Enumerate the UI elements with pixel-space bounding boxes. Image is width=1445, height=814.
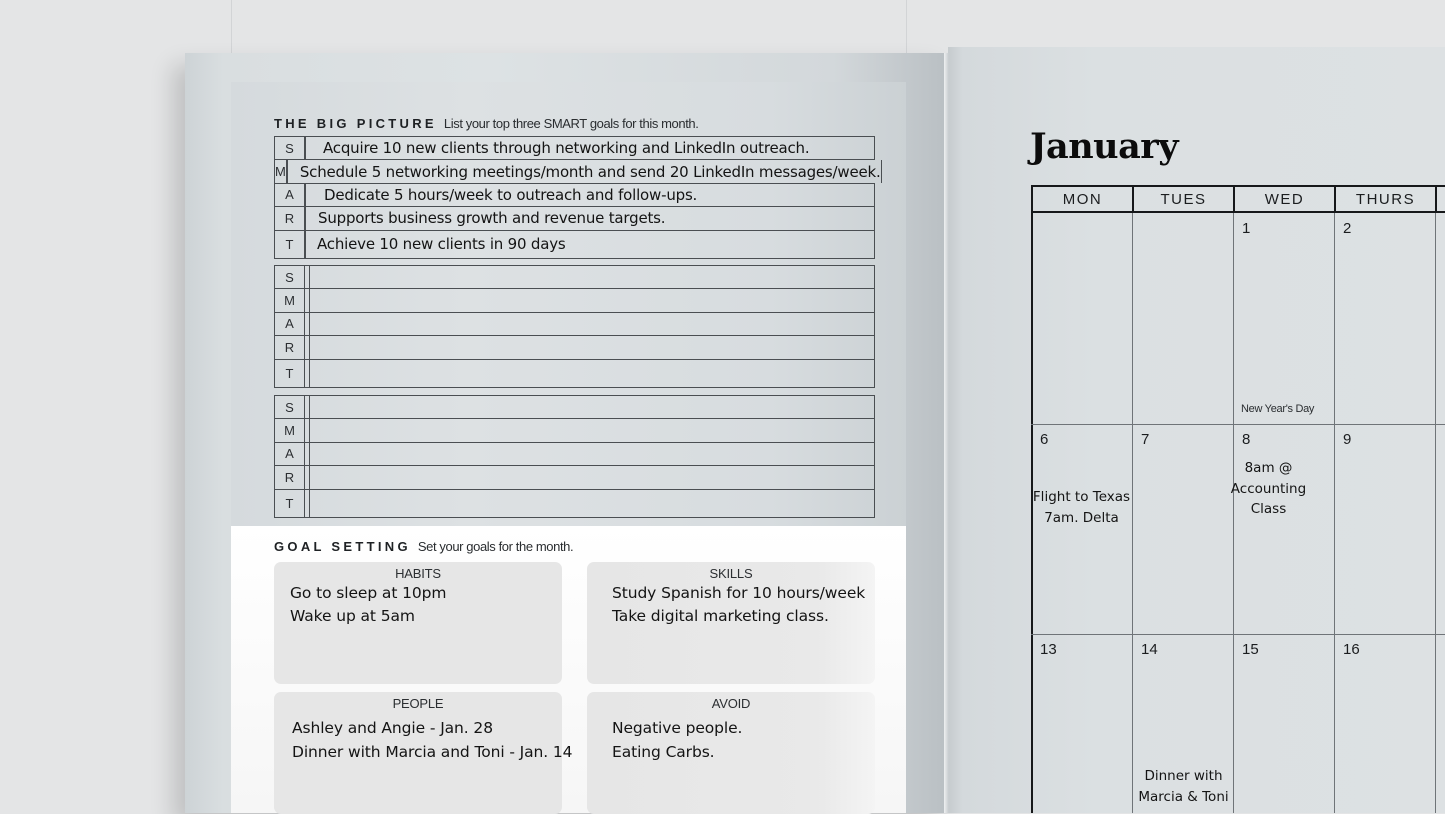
smart-entry-field[interactable] (305, 231, 875, 258)
smart-row (274, 159, 881, 182)
holiday-label: New Year's Day (1241, 403, 1315, 415)
smart-row (274, 395, 875, 418)
smart-entry-text: Achieve 10 new clients in 90 days (317, 235, 566, 254)
note-line: Marcia & Toni (1138, 788, 1229, 805)
smart-letter: M (274, 160, 287, 182)
day-cell[interactable] (1230, 424, 1334, 634)
smart-goal-group-3 (274, 395, 875, 518)
day-cell[interactable] (1031, 424, 1132, 634)
smart-entry-field[interactable] (287, 160, 882, 182)
smart-entry-field[interactable] (309, 419, 875, 441)
skills-label: SKILLS (709, 566, 753, 581)
smart-letter: M (274, 419, 305, 441)
smart-letter: R (274, 207, 305, 229)
smart-letter: A (274, 184, 305, 206)
day-cell[interactable] (1233, 213, 1334, 424)
smart-entry-field[interactable] (305, 137, 875, 159)
day-number: 7 (1141, 431, 1150, 448)
smart-entry-field[interactable] (305, 184, 875, 206)
big-picture-title (274, 116, 698, 131)
weekday-tues: TUES (1132, 187, 1233, 211)
smart-row (274, 136, 875, 159)
smart-row (274, 312, 875, 335)
smart-letter: M (274, 289, 305, 311)
habits-line: Wake up at 5am (290, 607, 415, 625)
smart-entry-text: Schedule 5 networking meetings/month and send 20 LinkedIn messages/week. (299, 162, 881, 181)
calendar-note (1133, 766, 1234, 807)
avoid-box[interactable] (587, 692, 875, 814)
weekday-wed: WED (1233, 187, 1334, 211)
smart-entry-field[interactable] (309, 466, 875, 488)
day-number: 9 (1343, 431, 1352, 448)
day-cell[interactable] (1132, 634, 1233, 813)
day-number: 15 (1242, 641, 1259, 658)
smart-row (274, 442, 875, 465)
day-cell[interactable] (1031, 634, 1132, 813)
weekday-fri-edge (1435, 187, 1445, 211)
smart-letter: T (274, 490, 305, 517)
skills-line: Study Spanish for 10 hours/week (612, 584, 866, 602)
day-cell[interactable] (1334, 634, 1435, 813)
calendar-weekday-header (1031, 185, 1445, 213)
note-line: Dinner with (1144, 768, 1223, 784)
weekday-thurs: THURS (1334, 187, 1435, 211)
smart-entry-field[interactable] (309, 490, 875, 517)
goal-setting-heading: GOAL SETTING (274, 539, 411, 554)
habits-label: HABITS (395, 566, 441, 581)
day-number: 1 (1242, 220, 1251, 237)
weekday-mon: MON (1031, 187, 1132, 211)
skills-line: Take digital marketing class. (612, 607, 829, 625)
day-number: 16 (1343, 641, 1360, 658)
smart-letter: S (274, 137, 305, 159)
note-line: Class (1250, 501, 1287, 517)
big-picture-subtitle: List your top three SMART goals for this month. (443, 116, 699, 131)
smart-entry-field[interactable] (309, 266, 875, 288)
calendar-note (1218, 458, 1319, 520)
big-picture-heading: THE BIG PICTURE (274, 116, 437, 131)
smart-letter: A (274, 313, 305, 335)
smart-row (274, 359, 875, 388)
smart-row (274, 288, 875, 311)
smart-row (274, 183, 875, 206)
note-line: 7am. Delta (1044, 509, 1119, 526)
smart-letter: T (274, 231, 305, 258)
smart-letter: S (274, 396, 305, 418)
smart-goal-group-2 (274, 265, 875, 388)
smart-row (274, 465, 875, 488)
calendar-note (1031, 487, 1132, 528)
month-title: January (1030, 126, 1179, 167)
grid-line (1435, 213, 1436, 813)
goal-setting-subtitle: Set your goals for the month. (417, 539, 574, 554)
smart-entry-field[interactable] (305, 207, 875, 229)
note-line: Accounting (1230, 480, 1307, 497)
smart-row (274, 418, 875, 441)
day-number: 13 (1040, 641, 1057, 658)
smart-row (274, 265, 875, 288)
smart-letter: R (274, 336, 305, 358)
smart-letter: T (274, 360, 305, 387)
people-line: Dinner with Marcia and Toni - Jan. 14 (292, 743, 573, 761)
avoid-line: Eating Carbs. (612, 743, 715, 761)
smart-row (274, 206, 875, 229)
day-number: 8 (1242, 431, 1251, 448)
people-box[interactable] (274, 692, 573, 814)
planner-spine (944, 53, 949, 813)
smart-entry-field[interactable] (309, 336, 875, 358)
habits-box[interactable] (274, 562, 562, 684)
day-cell[interactable] (1233, 634, 1334, 813)
day-cell[interactable] (1334, 213, 1435, 424)
smart-goal-group-1 (274, 136, 881, 259)
smart-row (274, 335, 875, 358)
smart-entry-field[interactable] (309, 313, 875, 335)
people-label: PEOPLE (392, 696, 444, 711)
day-cell[interactable] (1334, 424, 1435, 634)
note-line: Flight to Texas (1032, 489, 1131, 505)
avoid-label: AVOID (711, 696, 751, 711)
smart-entry-field[interactable] (309, 289, 875, 311)
note-line: 8am @ (1244, 460, 1293, 476)
calendar-grid (1031, 213, 1445, 813)
smart-entry-field[interactable] (309, 396, 875, 418)
day-number: 14 (1141, 641, 1158, 658)
day-number: 2 (1343, 220, 1352, 237)
smart-entry-text: Dedicate 5 hours/week to outreach and follow-ups. (324, 185, 698, 204)
goal-setting-title (274, 539, 573, 554)
smart-entry-field[interactable] (309, 360, 875, 387)
people-line: Ashley and Angie - Jan. 28 (292, 719, 493, 737)
skills-box[interactable] (587, 562, 875, 684)
smart-letter: A (274, 443, 305, 465)
habits-line: Go to sleep at 10pm (290, 584, 447, 602)
day-number: 6 (1040, 431, 1049, 448)
smart-letter: S (274, 266, 305, 288)
smart-row (274, 230, 875, 259)
smart-entry-field[interactable] (309, 443, 875, 465)
smart-row (274, 489, 875, 518)
smart-letter: R (274, 466, 305, 488)
smart-entry-text: Supports business growth and revenue targets. (318, 209, 666, 228)
day-cell[interactable] (1132, 424, 1233, 634)
avoid-line: Negative people. (612, 719, 743, 737)
smart-entry-text: Acquire 10 new clients through networking and LinkedIn outreach. (323, 139, 810, 158)
